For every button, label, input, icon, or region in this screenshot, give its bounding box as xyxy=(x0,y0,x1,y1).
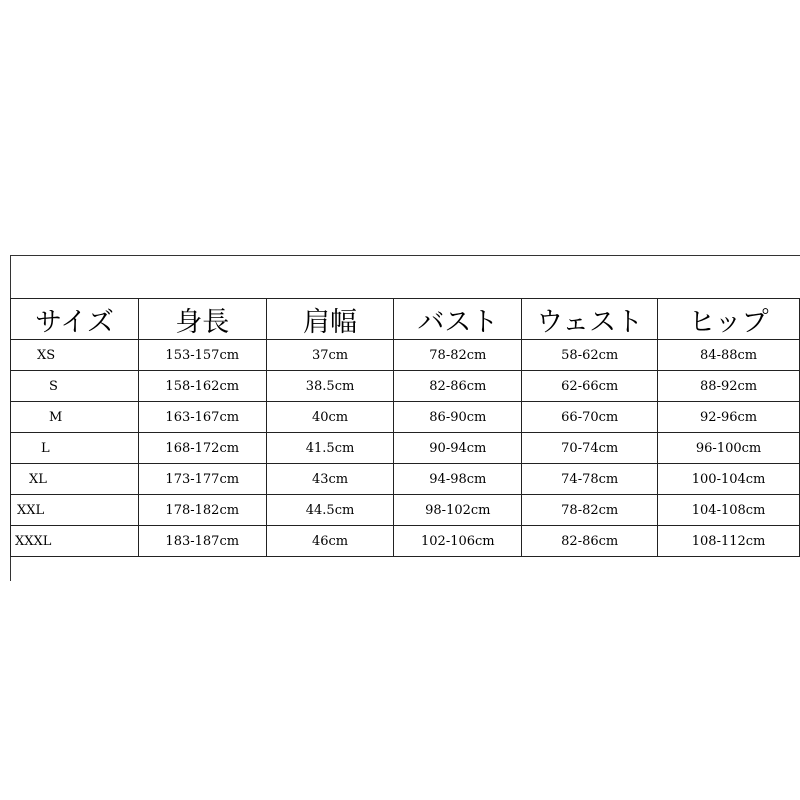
header-size: サイズ xyxy=(11,299,139,340)
height-cell: 153-157cm xyxy=(138,340,266,371)
shoulder-cell: 40cm xyxy=(266,402,394,433)
table-row xyxy=(11,464,800,495)
shoulder-cell: 37cm xyxy=(266,340,394,371)
waist-cell: 82-86cm xyxy=(522,526,658,557)
bust-cell: 86-90cm xyxy=(394,402,522,433)
size-cell: M xyxy=(11,402,139,433)
waist-cell: 62-66cm xyxy=(522,371,658,402)
header-bust: バスト xyxy=(394,299,522,340)
bust-cell: 102-106cm xyxy=(394,526,522,557)
waist-cell: 70-74cm xyxy=(522,433,658,464)
hip-cell: 108-112cm xyxy=(658,526,800,557)
height-cell: 173-177cm xyxy=(138,464,266,495)
size-chart-table xyxy=(10,298,800,557)
hip-cell: 92-96cm xyxy=(658,402,800,433)
shoulder-cell: 43cm xyxy=(266,464,394,495)
size-cell: XL xyxy=(11,464,139,495)
height-cell: 163-167cm xyxy=(138,402,266,433)
waist-cell: 74-78cm xyxy=(522,464,658,495)
table-row xyxy=(11,371,800,402)
waist-cell: 58-62cm xyxy=(522,340,658,371)
header-hip: ヒップ xyxy=(658,299,800,340)
height-cell: 178-182cm xyxy=(138,495,266,526)
size-cell: XS xyxy=(11,340,139,371)
table-row xyxy=(11,495,800,526)
hip-cell: 100-104cm xyxy=(658,464,800,495)
table-row xyxy=(11,402,800,433)
size-cell: S xyxy=(11,371,139,402)
shoulder-cell: 41.5cm xyxy=(266,433,394,464)
size-cell: L xyxy=(11,433,139,464)
header-height: 身長 xyxy=(138,299,266,340)
height-cell: 183-187cm xyxy=(138,526,266,557)
height-cell: 158-162cm xyxy=(138,371,266,402)
waist-cell: 66-70cm xyxy=(522,402,658,433)
size-cell: XXXL xyxy=(11,526,139,557)
waist-cell: 78-82cm xyxy=(522,495,658,526)
shoulder-cell: 46cm xyxy=(266,526,394,557)
hip-cell: 84-88cm xyxy=(658,340,800,371)
hip-cell: 88-92cm xyxy=(658,371,800,402)
bust-cell: 94-98cm xyxy=(394,464,522,495)
hip-cell: 96-100cm xyxy=(658,433,800,464)
table-row xyxy=(11,433,800,464)
table-row xyxy=(11,340,800,371)
hip-cell: 104-108cm xyxy=(658,495,800,526)
size-cell: XXL xyxy=(11,495,139,526)
shoulder-cell: 38.5cm xyxy=(266,371,394,402)
bust-cell: 90-94cm xyxy=(394,433,522,464)
table-row xyxy=(11,526,800,557)
header-row xyxy=(11,299,800,340)
header-waist: ウェスト xyxy=(522,299,658,340)
height-cell: 168-172cm xyxy=(138,433,266,464)
shoulder-cell: 44.5cm xyxy=(266,495,394,526)
header-shoulder: 肩幅 xyxy=(266,299,394,340)
bust-cell: 82-86cm xyxy=(394,371,522,402)
bust-cell: 98-102cm xyxy=(394,495,522,526)
bust-cell: 78-82cm xyxy=(394,340,522,371)
